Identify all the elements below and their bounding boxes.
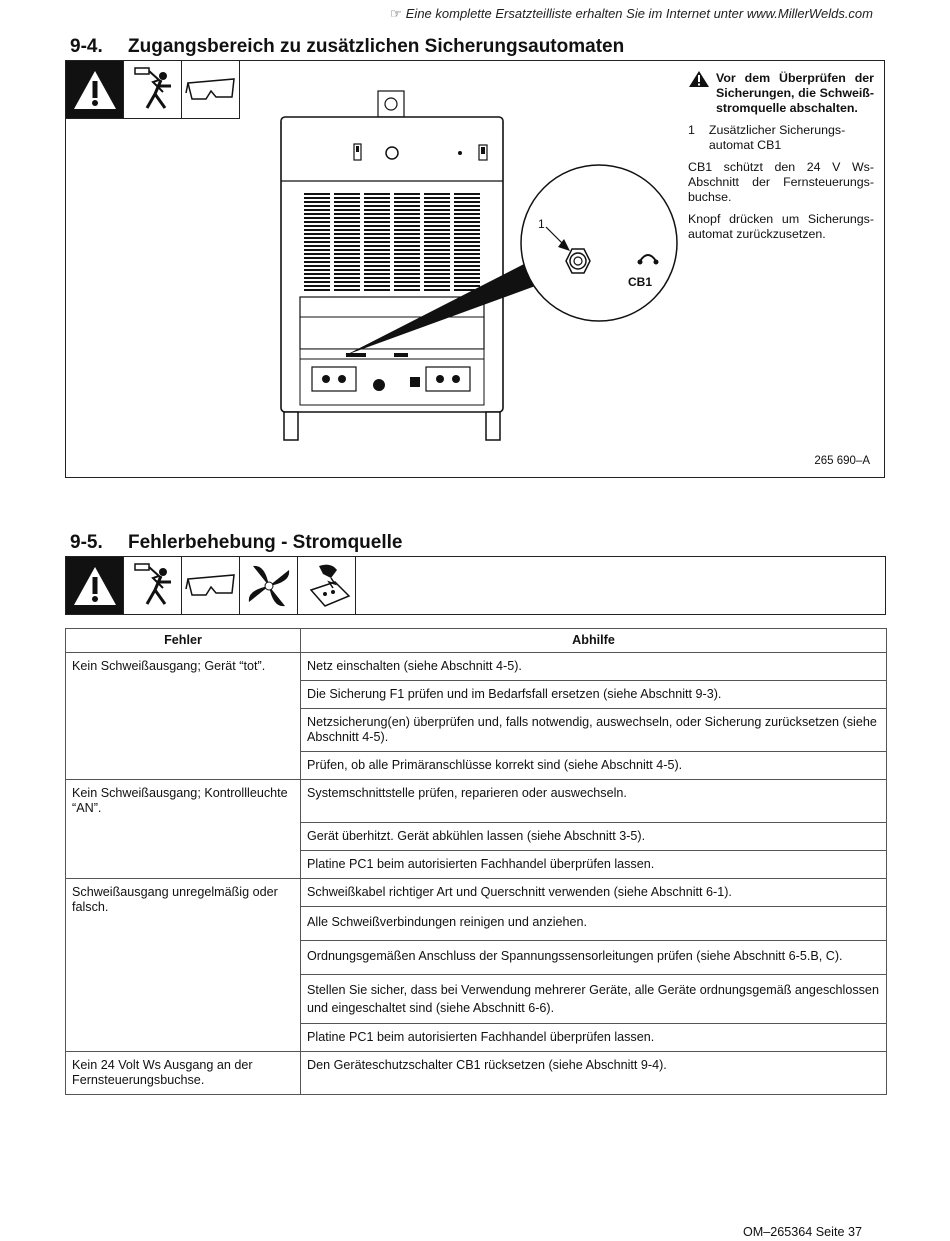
section-title-9-4 (70, 36, 624, 58)
drawing-part-number: 265 690–A (814, 455, 870, 467)
remedy-cell: Prüfen, ob alle Primäranschlüsse korrekt sind (siehe Abschnitt 4-5). (301, 752, 887, 780)
cb1-label: CB1 (628, 275, 653, 289)
fault-cell: Kein 24 Volt Ws Ausgang an der Fernsteuerungsbuchse. (66, 1052, 301, 1095)
static-sensitive-board-icon (298, 557, 356, 615)
safety-icon-row (66, 557, 356, 615)
table-row (66, 653, 887, 681)
page-footer: OM–265364 Seite 37 (742, 1225, 862, 1239)
remedy-cell: Stellen Sie sicher, dass bei Verwendung mehrerer Geräte, alle Geräte ordnungsgemäß angeschlossen und eingeschaltet sind (siehe Abschnitt 6-6). (301, 975, 887, 1024)
pointing-hand-icon: ☞ (390, 6, 402, 21)
fuse-access-figure-box (65, 60, 885, 478)
item-text: Zusätzlicher Sicherungs-automat CB1 (708, 123, 846, 152)
warning-triangle-icon (66, 557, 124, 615)
remedy-cell: Die Sicherung F1 prüfen und im Bedarfsfall ersetzen (siehe Abschnitt 9-3). (301, 681, 887, 709)
remedy-cell: Gerät überhitzt. Gerät abkühlen lassen (siehe Abschnitt 3-5). (301, 823, 887, 851)
troubleshooting-table (65, 628, 887, 1095)
remedy-cell: Den Geräteschutzschalter CB1 rücksetzen (siehe Abschnitt 9-4). (301, 1052, 887, 1095)
table-row (66, 879, 887, 907)
section-number: 9-5. (70, 532, 103, 553)
section-title-9-5 (70, 532, 402, 554)
item-number: 1 (688, 123, 695, 137)
section-heading: Fehlerbehebung - Stromquelle (128, 532, 403, 553)
safety-icon-row (66, 61, 240, 119)
page-header (390, 6, 873, 22)
cb1-description: CB1 schützt den 24 V Ws-Abschnitt der Fernsteuerungs-buchse. (688, 160, 874, 204)
power-source-drawing (276, 89, 736, 449)
remedy-cell: Platine PC1 beim autorisierten Fachhandel überprüfen lassen. (301, 851, 887, 879)
fault-cell: Kein Schweißausgang; Kontrollleuchte “AN”. (66, 780, 301, 879)
table-row (66, 1052, 887, 1095)
moving-parts-fan-icon (240, 557, 298, 615)
column-header-remedy: Abhilfe (301, 629, 887, 653)
table-row (66, 780, 887, 823)
section-heading: Zugangsbereich zu zusätzlichen Sicherungsautomaten (128, 36, 625, 57)
warning-triangle-icon (66, 61, 124, 119)
remedy-cell: Platine PC1 beim autorisierten Fachhandel überprüfen lassen. (301, 1024, 887, 1052)
troubleshooting-safety-box (65, 556, 886, 615)
warning-note (688, 71, 874, 116)
electric-shock-icon (124, 61, 182, 119)
column-header-fault: Fehler (66, 629, 301, 653)
fault-cell: Schweißausgang unregelmäßig oder falsch. (66, 879, 301, 1052)
callout-number: 1 (538, 217, 545, 231)
remedy-cell: Netzsicherung(en) überprüfen und, falls notwendig, auswechseln, oder Sicherung zurücksetzen (siehe Abschnitt 4-5). (301, 709, 887, 752)
figure-notes (688, 71, 874, 249)
reset-instruction: Knopf drücken um Sicherungs-automat zurückzusetzen. (688, 212, 874, 241)
fault-cell: Kein Schweißausgang; Gerät “tot”. (66, 653, 301, 780)
remedy-cell: Systemschnittstelle prüfen, reparieren oder auswechseln. (301, 780, 887, 823)
header-note: Eine komplette Ersatzteilliste erhalten Sie im Internet unter www.MillerWelds.com (405, 6, 873, 21)
item-1 (688, 123, 874, 153)
safety-glasses-icon (182, 61, 240, 119)
remedy-cell: Netz einschalten (siehe Abschnitt 4-5). (301, 653, 887, 681)
warning-small-icon (688, 70, 710, 88)
safety-glasses-icon (182, 557, 240, 615)
remedy-cell: Ordnungsgemäßen Anschluss der Spannungssensorleitungen prüfen (siehe Abschnitt 6-5.B, C). (301, 941, 887, 975)
electric-shock-icon (124, 557, 182, 615)
remedy-cell: Alle Schweißverbindungen reinigen und anziehen. (301, 907, 887, 941)
remedy-cell: Schweißkabel richtiger Art und Querschnitt verwenden (siehe Abschnitt 6-1). (301, 879, 887, 907)
warning-text: Vor dem Überprüfen der Sicherungen, die Schweiß-stromquelle abschalten. (716, 71, 874, 115)
section-number: 9-4. (70, 36, 103, 57)
